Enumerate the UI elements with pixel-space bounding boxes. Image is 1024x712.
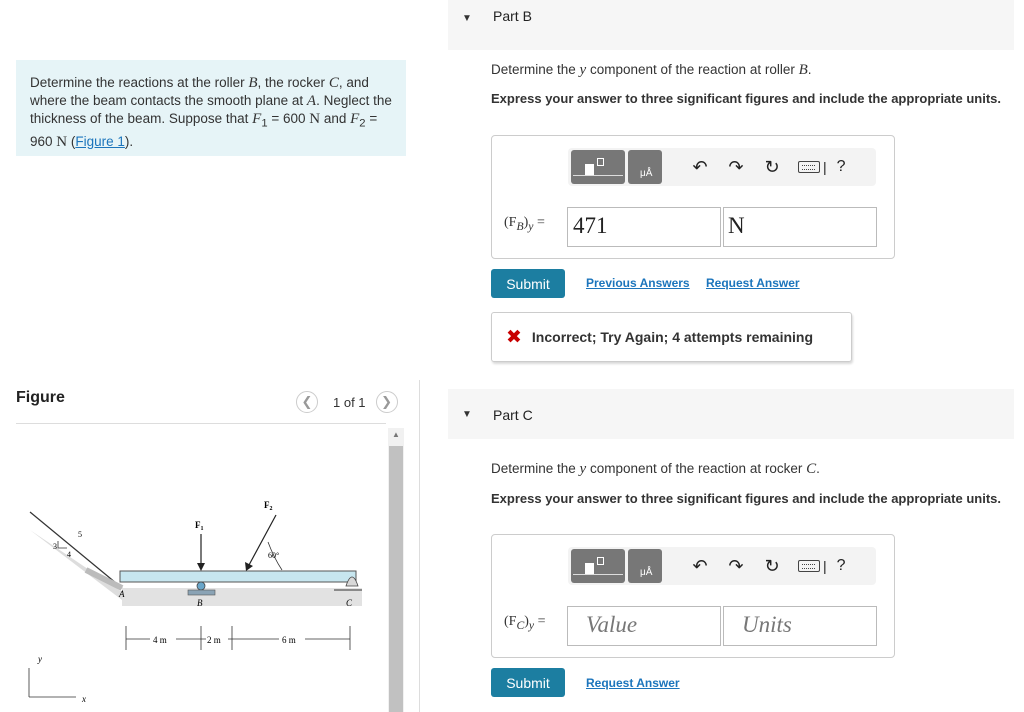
part-b-value-input[interactable]: 471	[567, 207, 721, 247]
part-b-feedback	[491, 312, 852, 362]
figure-title: Figure	[16, 389, 65, 406]
help-icon[interactable]: ?	[836, 158, 846, 175]
chevron-right-icon: ❯	[381, 394, 392, 409]
collapse-triangle-icon: ▼	[462, 13, 472, 24]
part-b-units-input[interactable]: N	[723, 207, 877, 247]
collapse-triangle-icon: ▼	[462, 409, 472, 420]
part-b-title: Part B	[493, 8, 532, 24]
undo-icon[interactable]: ↶	[692, 555, 708, 576]
figure-count: 1 of 1	[333, 394, 366, 410]
angle-label: 60°	[268, 551, 280, 560]
problem-statement: Determine the reactions at the roller B, the rocker C, and where the beam contacts the smooth plane at A. Neglect the thickness of the beam. Suppose that $F_1 = 600$ N and $F_2 = 960$ N (Figure 1).	[16, 60, 406, 156]
scroll-up-arrow-icon[interactable]: ▲	[392, 430, 400, 439]
dim-6m: 6 m	[282, 635, 296, 645]
part-c-value-input[interactable]: Value	[567, 606, 721, 646]
part-c-toolbar: μÅ ↶ ↷ ↻ | ?	[568, 547, 876, 585]
prev-figure-button[interactable]	[296, 391, 318, 413]
var-B: B	[248, 75, 258, 91]
dim-4m: 4 m	[153, 635, 167, 645]
figure-divider	[16, 423, 386, 424]
var-C: C	[328, 75, 339, 91]
undo-icon[interactable]: ↶	[692, 156, 708, 177]
part-c-units-input[interactable]: Units	[723, 606, 877, 646]
part-c-instructions: Express your answer to three significant figures and include the appropriate units.	[491, 491, 1001, 506]
part-b-toolbar: μÅ ↶ ↷ ↻ | ?	[568, 148, 876, 186]
part-b-instructions: Express your answer to three significant figures and include the appropriate units.	[491, 91, 1001, 106]
point-C-label: C	[346, 598, 353, 608]
redo-icon[interactable]: ↷	[728, 156, 744, 177]
reset-icon[interactable]: ↻	[764, 156, 780, 177]
force-F1-label: $F_1$	[195, 520, 204, 532]
part-c-answer-label: $(F_C)_y$ =	[504, 614, 546, 632]
units-button[interactable]: μÅ	[628, 549, 662, 583]
dim-2m: 2 m	[207, 635, 221, 645]
point-A-label: A	[119, 589, 125, 599]
templates-button[interactable]	[571, 150, 625, 184]
var-F1: F	[252, 111, 262, 127]
point-B-label: B	[197, 598, 203, 608]
part-b-submit-button[interactable]: Submit	[491, 269, 565, 298]
var-F2: F	[350, 111, 360, 127]
incorrect-x-icon: ✖	[506, 326, 522, 348]
axis-x-label: x	[82, 694, 86, 704]
part-c-answer-box	[491, 534, 895, 658]
keyboard-icon[interactable]	[798, 161, 820, 173]
part-c-submit-button[interactable]: Submit	[491, 668, 565, 697]
units-button[interactable]: μÅ	[628, 150, 662, 184]
force-F2-label: $F_2$	[264, 500, 273, 512]
figure-scrollbar-thumb[interactable]	[389, 446, 403, 712]
slope-label-5: 5	[78, 530, 82, 539]
previous-answers-link[interactable]: Previous Answers	[586, 276, 690, 290]
part-c-title: Part C	[493, 407, 533, 423]
slope-label-4: 4	[67, 550, 71, 559]
help-icon[interactable]: ?	[836, 557, 846, 574]
part-c-request-answer-link[interactable]: Request Answer	[586, 676, 680, 690]
part-b-request-answer-link[interactable]: Request Answer	[706, 276, 800, 290]
part-b-question: Determine the y component of the reaction at roller B.	[491, 62, 812, 78]
part-b-answer-box	[491, 135, 895, 259]
part-b-answer-label: $(F_B)_y$ =	[504, 215, 545, 233]
beam-figure	[16, 470, 386, 710]
reset-icon[interactable]: ↻	[764, 555, 780, 576]
figure-pager	[296, 391, 398, 413]
axis-y-label: y	[38, 654, 42, 664]
part-b-header[interactable]	[448, 0, 1014, 50]
column-divider	[419, 380, 420, 712]
figure-link[interactable]: Figure 1	[75, 133, 125, 149]
part-c-header[interactable]	[448, 389, 1014, 439]
var-A: A	[306, 93, 317, 109]
redo-icon[interactable]: ↷	[728, 555, 744, 576]
templates-button[interactable]	[571, 549, 625, 583]
feedback-message: Incorrect; Try Again; 4 attempts remaining	[531, 329, 814, 345]
part-c-question: Determine the y component of the reaction at rocker C.	[491, 461, 820, 477]
keyboard-icon[interactable]	[798, 560, 820, 572]
chevron-left-icon: ❮	[301, 394, 313, 409]
next-figure-button[interactable]	[376, 391, 398, 413]
slope-label-3: 3	[53, 542, 57, 551]
